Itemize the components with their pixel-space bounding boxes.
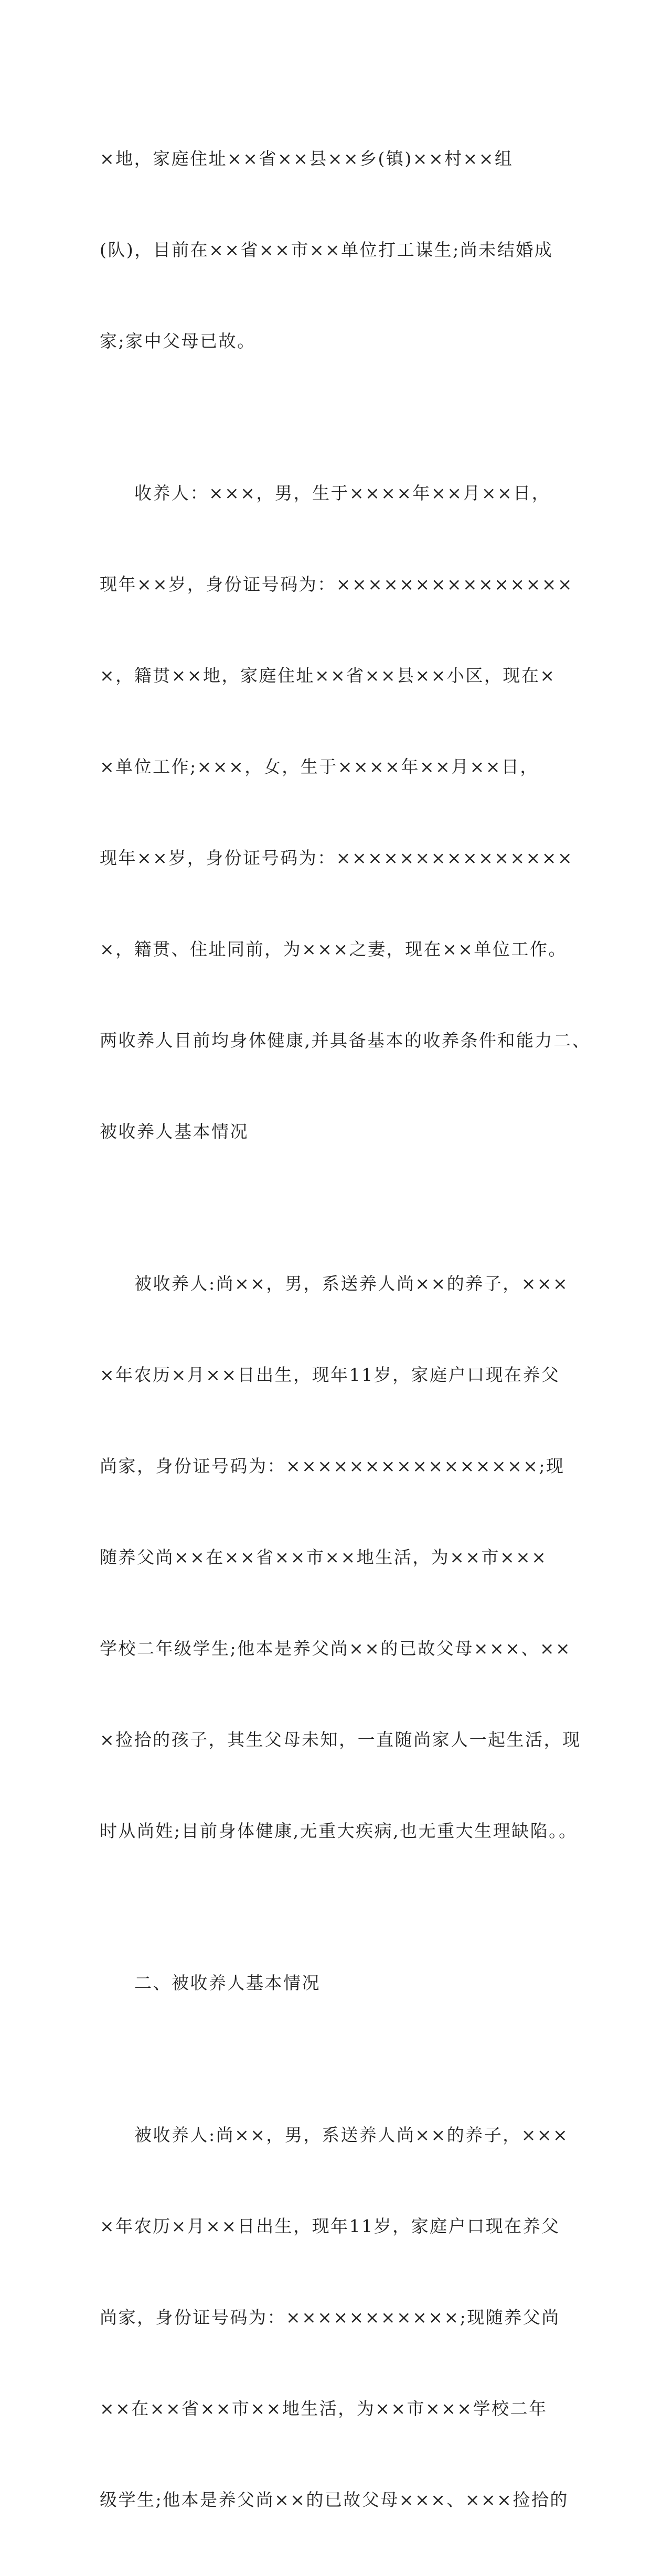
text-line: 现年××岁，身份证号码为：××××××××××××××× xyxy=(100,574,574,594)
text-line: 学校二年级学生;他本是养父尚××的已故父母×××、×× xyxy=(100,1638,572,1659)
text-line: 被收养人基本情况 xyxy=(100,1121,249,1142)
text-line: ×，籍贯××地，家庭住址××省××县××小区，现在× xyxy=(100,665,556,686)
paragraph-adoptee-2 xyxy=(100,2059,569,2576)
text-line: (队)，目前在××省××市××单位打工谋生;尚未结婚成 xyxy=(100,240,553,260)
text-line: 尚家，身份证号码为：×××××××××××;现随养父尚 xyxy=(100,2307,560,2328)
text-line: 被收养人:尚××，男，系送养人尚××的养子，××× xyxy=(134,2125,569,2145)
text-line: 现年××岁，身份证号码为：××××××××××××××× xyxy=(100,848,574,868)
text-line: 级学生;他本是养父尚××的已故父母×××、×××捡拾的 xyxy=(100,2490,569,2510)
text-line: 两收养人目前均身体健康,并具备基本的收养条件和能力二、 xyxy=(100,1030,591,1051)
text-line: ×年农历×月××日出生，现年11岁，家庭户口现在养父 xyxy=(100,1365,560,1385)
text-line: 收养人：×××，男，生于××××年××月××日， xyxy=(134,483,551,503)
text-line: 随养父尚××在××省××市××地生活，为××市××× xyxy=(100,1547,548,1567)
text-line: ×单位工作;×××，女，生于××××年××月××日， xyxy=(100,756,539,777)
text-line: ×地，家庭住址××省××县××乡(镇)××村××组 xyxy=(100,148,514,169)
paragraph-adoptee-1 xyxy=(100,1208,581,1907)
text-line: 时从尚姓;目前身体健康,无重大疾病,也无重大生理缺陷。。 xyxy=(100,1821,578,1841)
text-line: ××在××省××市××地生活，为××市×××学校二年 xyxy=(100,2398,548,2419)
paragraph-adopters xyxy=(100,417,591,1208)
text-line: ×，籍贯、住址同前，为×××之妻，现在××单位工作。 xyxy=(100,939,567,959)
text-line: 家;家中父母已故。 xyxy=(100,331,256,351)
text-line: 尚家，身份证号码为：××××××××××××××××;现 xyxy=(100,1456,565,1476)
paragraph-continuation xyxy=(100,83,561,417)
text-line: ×捡拾的孩子，其生父母未知，一直随尚家人一起生活，现 xyxy=(100,1729,581,1750)
section-heading xyxy=(100,1907,561,2059)
heading-line: 二、被收养人基本情况 xyxy=(134,1973,321,1993)
text-line: ×年农历×月××日出生，现年11岁，家庭户口现在养父 xyxy=(100,2216,560,2236)
document-body xyxy=(100,83,591,2576)
text-line: 被收养人:尚××，男，系送养人尚××的养子，××× xyxy=(134,1273,569,1294)
